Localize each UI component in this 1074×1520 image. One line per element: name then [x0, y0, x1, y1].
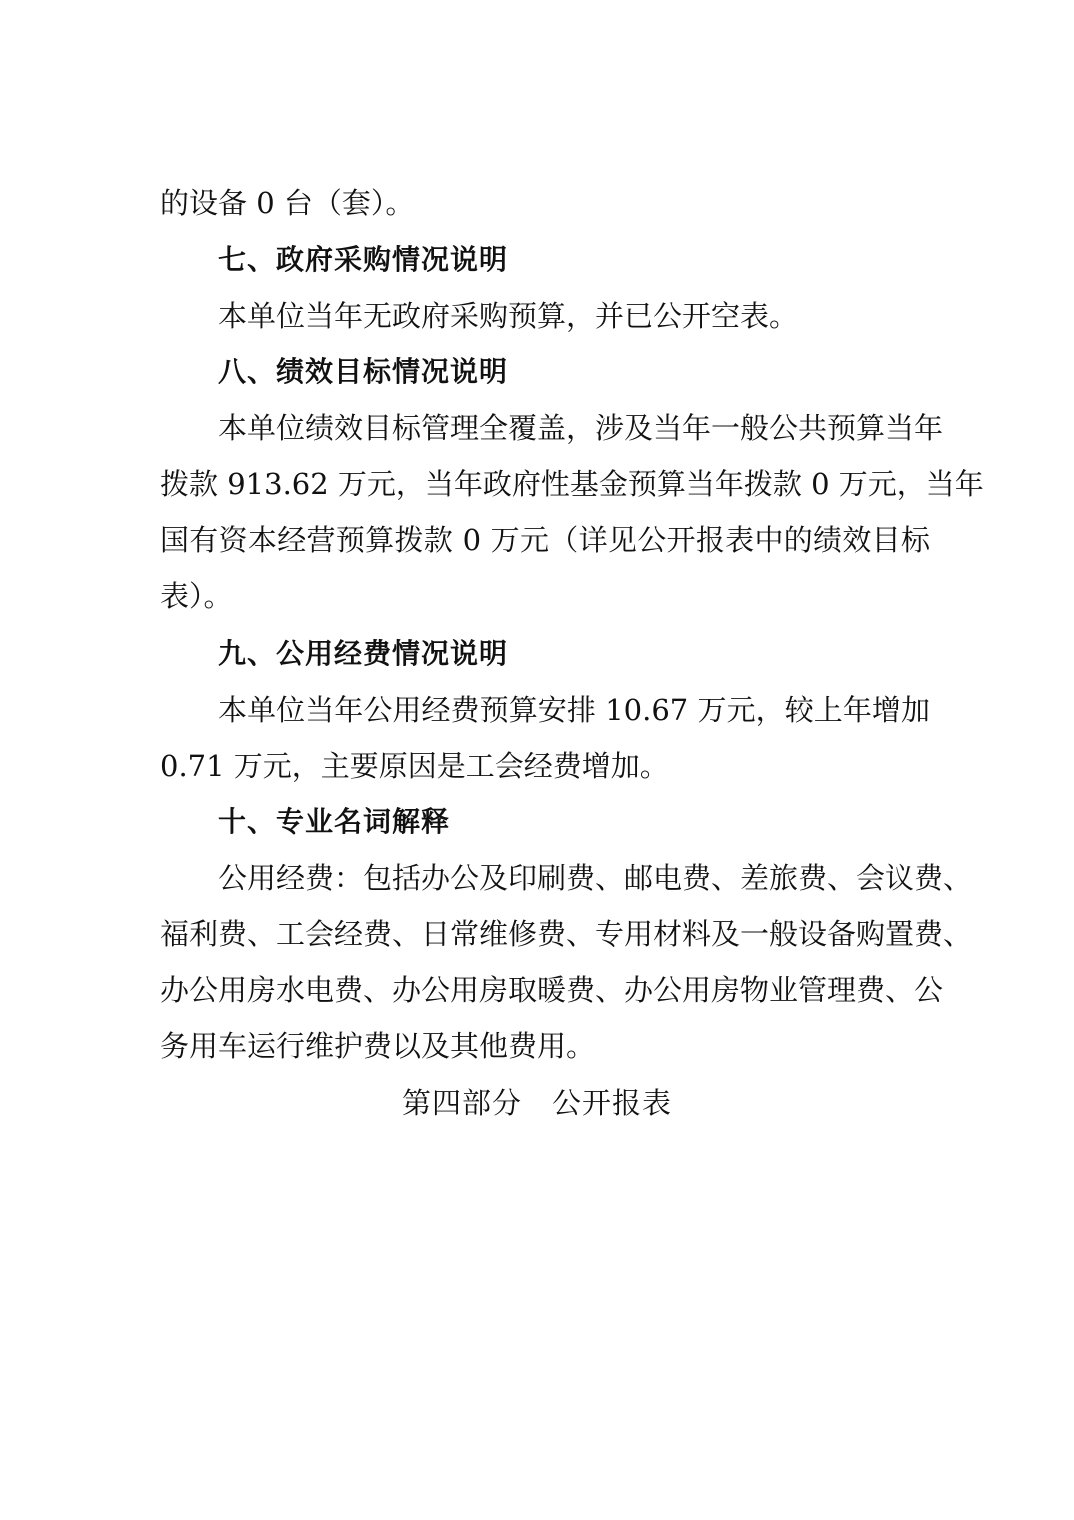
paragraph-line: 本单位当年公用经费预算安排 10.67 万元，较上年增加 — [218, 693, 930, 727]
paragraph-continuation: 的设备 0 台（套）。 — [160, 186, 415, 220]
section-heading-procurement: 七、政府采购情况说明 — [218, 243, 509, 276]
paragraph-line: 本单位当年无政府采购预算，并已公开空表。 — [218, 299, 799, 333]
paragraph-line: 0.71 万元，主要原因是工会经费增加。 — [160, 749, 669, 783]
paragraph-line: 拨款 913.62 万元，当年政府性基金预算当年拨款 0 万元，当年 — [160, 467, 984, 501]
paragraph-line: 本单位绩效目标管理全覆盖，涉及当年一般公共预算当年 — [218, 411, 944, 445]
part-title: 第四部分 公开报表 — [401, 1086, 672, 1120]
paragraph-line: 国有资本经营预算拨款 0 万元（详见公开报表中的绩效目标 — [160, 523, 930, 557]
paragraph-line: 办公用房水电费、办公用房取暖费、办公用房物业管理费、公 — [160, 973, 944, 1007]
section-heading-glossary: 十、专业名词解释 — [218, 805, 451, 838]
section-heading-performance: 八、绩效目标情况说明 — [218, 355, 509, 388]
paragraph-line: 务用车运行维护费以及其他费用。 — [160, 1029, 596, 1063]
section-heading-public-funds: 九、公用经费情况说明 — [218, 637, 509, 670]
paragraph-line: 表）。 — [160, 579, 233, 613]
paragraph-line: 公用经费：包括办公及印刷费、邮电费、差旅费、会议费、 — [218, 861, 973, 895]
paragraph-line: 福利费、工会经费、日常维修费、专用材料及一般设备购置费、 — [160, 917, 973, 951]
